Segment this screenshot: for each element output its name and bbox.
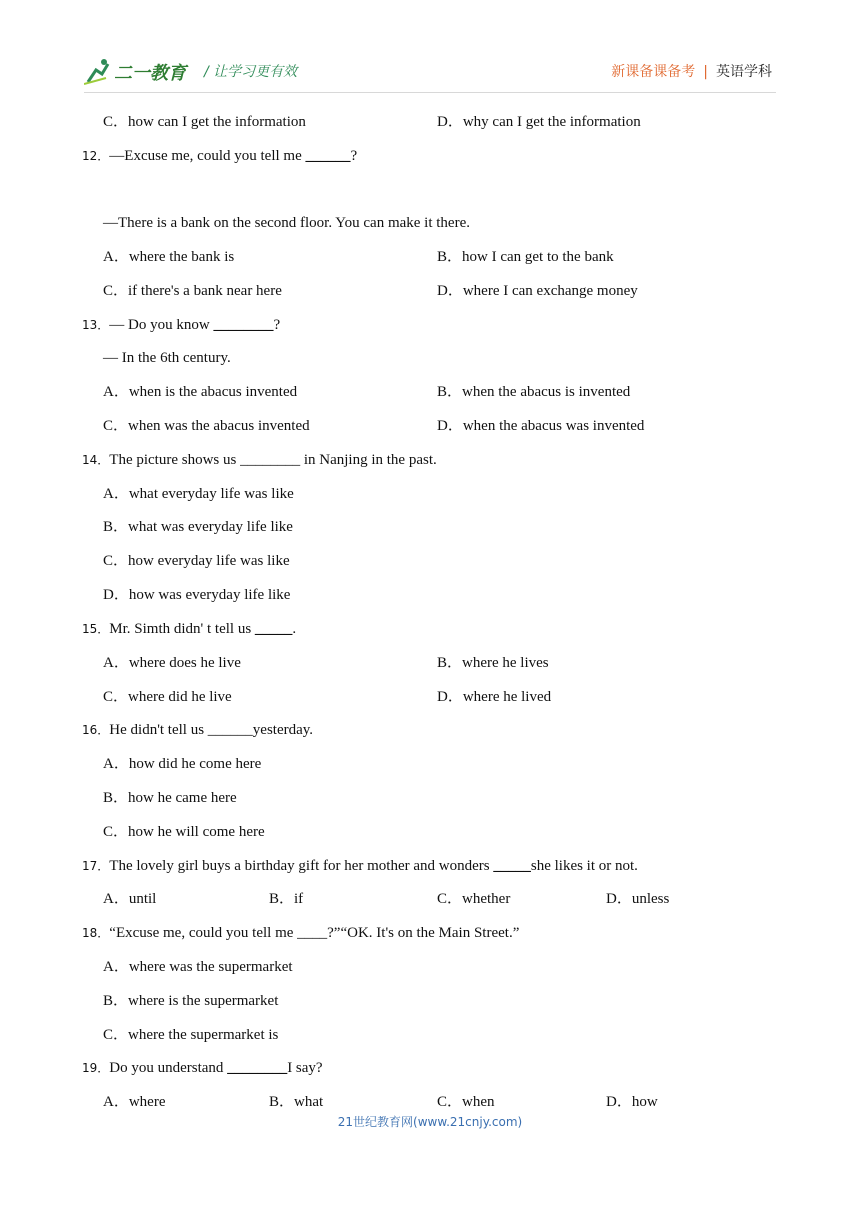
answer-blank: ________ xyxy=(227,1060,288,1076)
question-number: 14． xyxy=(82,453,110,467)
question-text: —Excuse me, could you tell me xyxy=(109,148,306,164)
option-b: B．what xyxy=(269,1094,324,1110)
answer-blank: _____ xyxy=(493,858,531,874)
option-c: C．how he will come here xyxy=(103,824,265,840)
header-divider xyxy=(84,92,776,93)
option-c: C．where the supermarket is xyxy=(103,1027,279,1043)
option-b: B．when the abacus is invented xyxy=(437,384,631,400)
question-12 xyxy=(82,147,357,165)
question-15 xyxy=(82,620,296,638)
question-text: The lovely girl buys a birthday gift for her mother and wonders xyxy=(109,858,494,874)
option-b: B．where he lives xyxy=(437,655,549,671)
question-number: 17． xyxy=(82,859,110,873)
option-c: C．when xyxy=(437,1094,495,1110)
question-number: 15． xyxy=(82,622,110,636)
question-text: The picture shows us ________ in Nanjing in the past. xyxy=(109,452,437,468)
header-subject-label: 英语学科 xyxy=(716,64,772,80)
header-course-label: 新课备课备考 xyxy=(611,64,696,80)
dialogue-answer: —There is a bank on the second floor. You can make it there. xyxy=(103,215,470,231)
question-number: 19． xyxy=(82,1061,110,1075)
option-b: B．if xyxy=(269,891,304,907)
question-number: 12． xyxy=(82,149,110,163)
option-a: A．until xyxy=(103,891,157,907)
option-a: A．where the bank is xyxy=(103,249,235,265)
question-number: 13． xyxy=(82,318,110,332)
option-a: A．how did he come here xyxy=(103,756,262,772)
question-number: 18． xyxy=(82,926,110,940)
question-end: ? xyxy=(273,317,281,333)
option-a: A．where does he live xyxy=(103,655,241,671)
option-b: B．where is the supermarket xyxy=(103,993,279,1009)
option-b: B．how I can get to the bank xyxy=(437,249,614,265)
question-18 xyxy=(82,924,519,942)
question-text: He didn't tell us ______yesterday. xyxy=(109,722,314,738)
option-c: C．how can I get the information xyxy=(103,114,306,130)
option-a: A．what everyday life was like xyxy=(103,486,294,502)
answer-blank: ______ xyxy=(305,148,351,164)
option-d: D．when the abacus was invented xyxy=(437,418,645,434)
option-c: C．if there's a bank near here xyxy=(103,283,282,299)
option-d: D．where he lived xyxy=(437,689,552,705)
page-header xyxy=(0,0,860,92)
option-c: C．whether xyxy=(437,891,511,907)
option-b: B．what was everyday life like xyxy=(103,519,293,535)
question-text: Mr. Simth didn' t tell us xyxy=(109,621,255,637)
slogan: / 让学习更有效 xyxy=(204,64,298,80)
question-16 xyxy=(82,721,313,739)
answer-blank: _____ xyxy=(254,621,293,637)
option-d: D．why can I get the information xyxy=(437,114,641,130)
question-text: “Excuse me, could you tell me ____?”“OK. It's on the Main Street.” xyxy=(109,925,520,941)
answer-blank: ________ xyxy=(213,317,274,333)
question-end: I say? xyxy=(287,1060,323,1076)
dialogue-answer: — In the 6th century. xyxy=(103,350,231,366)
header-separator: | xyxy=(703,64,708,80)
option-a: A．where xyxy=(103,1094,166,1110)
question-text: Do you understand xyxy=(109,1060,228,1076)
question-end: . xyxy=(292,621,297,637)
site-logo xyxy=(84,56,194,88)
option-d: D．how was everyday life like xyxy=(103,587,291,603)
question-end: ? xyxy=(350,148,358,164)
svg-text:二一教育: 二一教育 xyxy=(114,63,186,84)
question-text: — Do you know xyxy=(109,317,214,333)
option-c: C．how everyday life was like xyxy=(103,553,290,569)
option-a: A．where was the supermarket xyxy=(103,959,293,975)
question-13 xyxy=(82,316,280,334)
question-14 xyxy=(82,451,437,469)
question-19 xyxy=(82,1059,323,1077)
option-a: A．when is the abacus invented xyxy=(103,384,298,400)
question-17 xyxy=(82,857,638,875)
footer-watermark: 21世纪教育网(www.21cnjy.com) xyxy=(337,1115,523,1129)
option-d: D．where I can exchange money xyxy=(437,283,638,299)
header-subject xyxy=(611,61,772,81)
option-d: D．how xyxy=(606,1094,658,1110)
option-d: D．unless xyxy=(606,891,670,907)
option-b: B．how he came here xyxy=(103,790,237,806)
option-c: C．when was the abacus invented xyxy=(103,418,310,434)
option-c: C．where did he live xyxy=(103,689,232,705)
question-number: 16． xyxy=(82,723,110,737)
question-end: she likes it or not. xyxy=(530,858,638,874)
